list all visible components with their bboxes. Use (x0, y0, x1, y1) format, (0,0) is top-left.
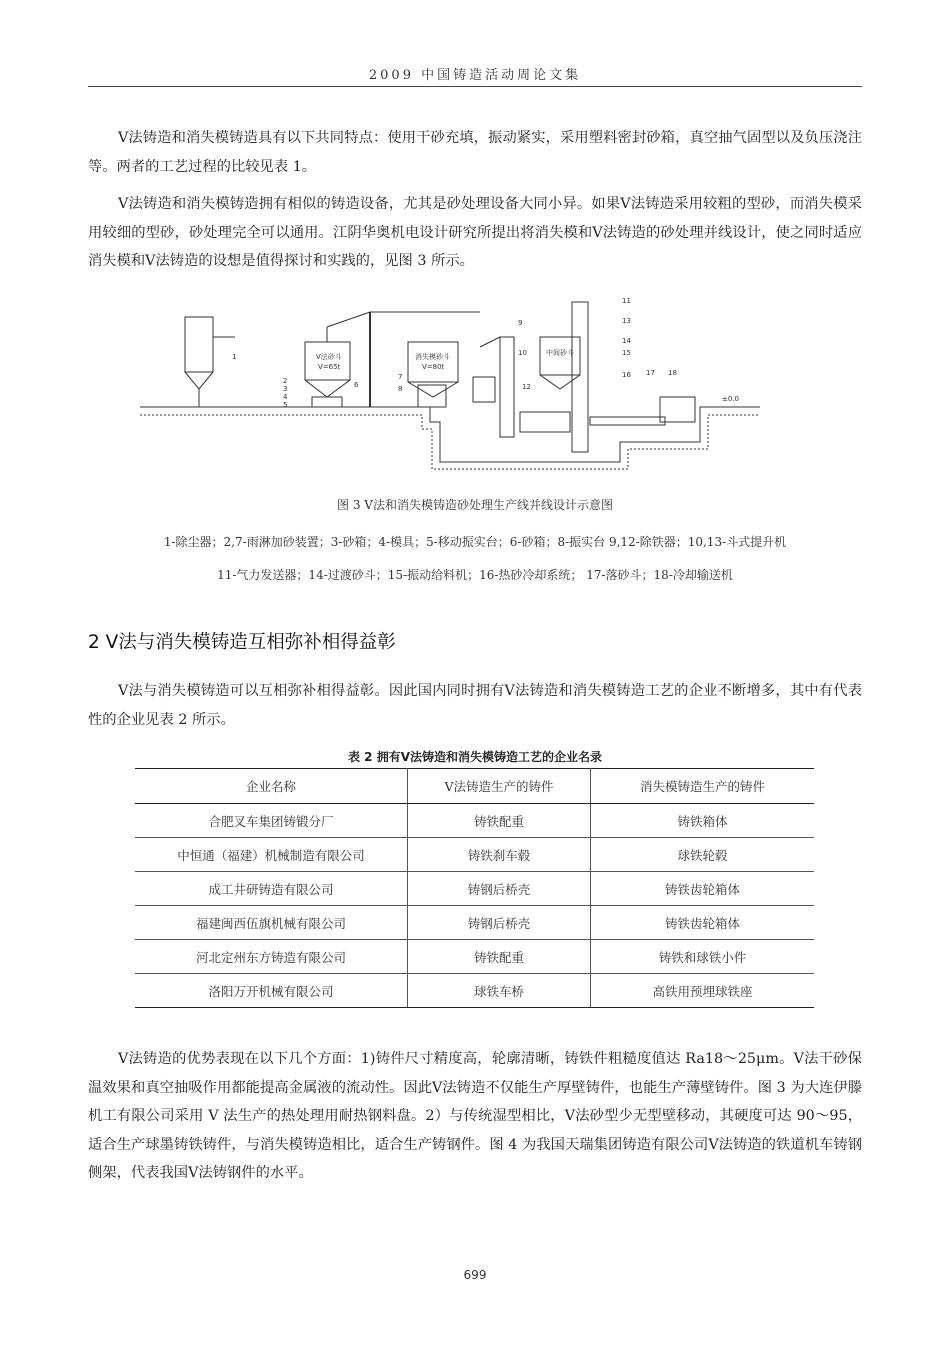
cell-lost-foam-casting: 球铁轮毂 (591, 838, 815, 872)
page-number: 699 (463, 1268, 487, 1282)
paragraph-sand-processing: V法铸造和消失模铸造拥有相似的铸造设备，尤其是砂处理设备大同小异。如果V法铸造采用较粗的型砂，而消失模采用较细的型砂，砂处理完全可以通用。江阴华奥机电设计研究所提出将消失模和V法铸造的砂处理并线设计，使之同时适应消失模和V法铸造的设想是值得探讨和实践的，见图 3 所示。 (88, 196, 862, 269)
table-row (135, 872, 814, 906)
silo-1 (305, 342, 350, 380)
cooling-conveyor (590, 417, 665, 425)
cell-lost-foam-casting: 铸铁齿轮箱体 (591, 906, 815, 940)
silo-2 (408, 342, 458, 382)
paragraph-complementary: V法与消失模铸造可以互相弥补相得益彰。因此国内同时拥有V法铸造和消失模铸造工艺的企业不断增多，其中有代表性的企业见表 2 所示。 (88, 683, 862, 728)
callout-12: 12 (522, 383, 531, 391)
table-header-row (135, 769, 814, 804)
callout-17: 17 (646, 369, 655, 377)
callout-10: 10 (518, 349, 527, 357)
callout-8: 8 (398, 385, 403, 393)
figure-legend-line-2: 11-气力发送器；14-过渡砂斗；15-振动给料机；16-热砂冷却系统； 17-落砂斗；18-冷却输送机 (217, 568, 733, 582)
section-heading: 2 V法与消失模铸造互相弥补相得益彰 (88, 632, 396, 653)
col-header-enterprise: 企业名称 (135, 769, 408, 804)
callout-7: 7 (398, 373, 403, 381)
callout-5: 5 (283, 401, 288, 409)
cell-lost-foam-casting: 铸铁箱体 (591, 804, 815, 838)
dust-collector (185, 317, 213, 372)
callout-15: 15 (622, 349, 631, 357)
level-mark: ±0.0 (722, 395, 739, 403)
cell-v-casting: 铸铁刹车毂 (408, 838, 591, 872)
callout-13: 13 (622, 317, 631, 325)
cell-enterprise: 合肥叉车集团铸锻分厂 (135, 804, 408, 838)
enterprise-table (135, 768, 814, 1008)
silo-2-label: 消失模砂斗 (415, 353, 450, 361)
cell-enterprise: 河北定州东方铸造有限公司 (135, 940, 408, 974)
figure-legend-line-1: 1-除尘器；2,7-雨淋加砂装置；3-砂箱；4-模具；5-移动振实台；6-砂箱；8-振实台 9,12-除铁器；10,13-斗式提升机 (163, 535, 787, 549)
callout-14: 14 (622, 337, 631, 345)
cell-lost-foam-casting: 铸铁齿轮箱体 (591, 872, 815, 906)
header-rule (88, 86, 862, 87)
bucket-elevator-2 (572, 302, 588, 452)
col-header-v-process: V法铸造生产的铸件 (408, 769, 591, 804)
callout-16: 16 (622, 371, 631, 379)
bucket-elevator-1 (500, 337, 514, 437)
table-row (135, 838, 814, 872)
paragraph-advantages: V法铸造的优势表现在以下几个方面：1)铸件尺寸精度高，轮廓清晰，铸铁件粗糙度值达 Ra18～25μm。V法干砂保温效果和真空抽吸作用都能提高金属液的流动性。因此V法铸造不仅能生产厚壁铸件，也能生产薄壁铸件。图 3 为大连伊滕机工有限公司采用 V 法生产的热处理用耐热钢料盘。2）与传统湿型相比，V法砂型少无型壁移动，其硬度可达 90～95，适合生产球墨铸铁铸件，与消失模铸造相比，适合生产铸钢件。图 4 为我国天瑞集团铸造有限公司V法铸造的铁道机车铸钢侧架，代表我国V法铸钢件的水平。 (88, 1051, 862, 1181)
callout-9: 9 (518, 319, 523, 327)
table-row (135, 940, 814, 974)
cell-lost-foam-casting: 铸铁和球铁小件 (591, 940, 815, 974)
cell-v-casting: 球铁车桥 (408, 974, 591, 1008)
table-title: 表 2 拥有V法铸造和消失模铸造工艺的企业名录 (348, 750, 602, 764)
production-line-diagram (140, 297, 760, 475)
callout-18: 18 (668, 369, 677, 377)
silo-1-capacity: V=65t (318, 363, 341, 371)
cell-lost-foam-casting: 高铁用预埋球铁座 (591, 974, 815, 1008)
cell-enterprise: 福建闽西伍旗机械有限公司 (135, 906, 408, 940)
cell-v-casting: 铸钢后桥壳 (408, 906, 591, 940)
callout-1: 1 (232, 353, 237, 361)
cell-v-casting: 铸铁配重 (408, 940, 591, 974)
callout-2: 2 (283, 377, 288, 385)
silo-2-capacity: V=80t (422, 363, 445, 371)
paragraph-common-features: V法铸造和消失模铸造具有以下共同特点：使用干砂充填，振动紧实，采用塑料密封砂箱，真空抽气固型以及负压浇注等。两者的工艺过程的比较见表 1。 (88, 130, 862, 175)
silo-1-label: V法砂斗 (316, 353, 342, 361)
table-row (135, 974, 814, 1008)
callout-4: 4 (283, 393, 288, 401)
cell-v-casting: 铸铁配重 (408, 804, 591, 838)
cell-v-casting: 铸钢后桥壳 (408, 872, 591, 906)
running-header: 2009 中国铸造活动周论文集 (368, 68, 582, 83)
table-row (135, 804, 814, 838)
callout-3: 3 (283, 385, 288, 393)
col-header-lost-foam: 消失模铸造生产的铸件 (591, 769, 815, 804)
callout-6: 6 (354, 381, 359, 389)
callout-11: 11 (622, 297, 631, 305)
silo-3-label: 中间砂斗 (546, 349, 574, 357)
cell-enterprise: 成工井研铸造有限公司 (135, 872, 408, 906)
cell-enterprise: 洛阳万开机械有限公司 (135, 974, 408, 1008)
table-row (135, 906, 814, 940)
figure-caption: 图 3 V法和消失模铸造砂处理生产线并线设计示意图 (337, 498, 613, 512)
cell-enterprise: 中恒通（福建）机械制造有限公司 (135, 838, 408, 872)
